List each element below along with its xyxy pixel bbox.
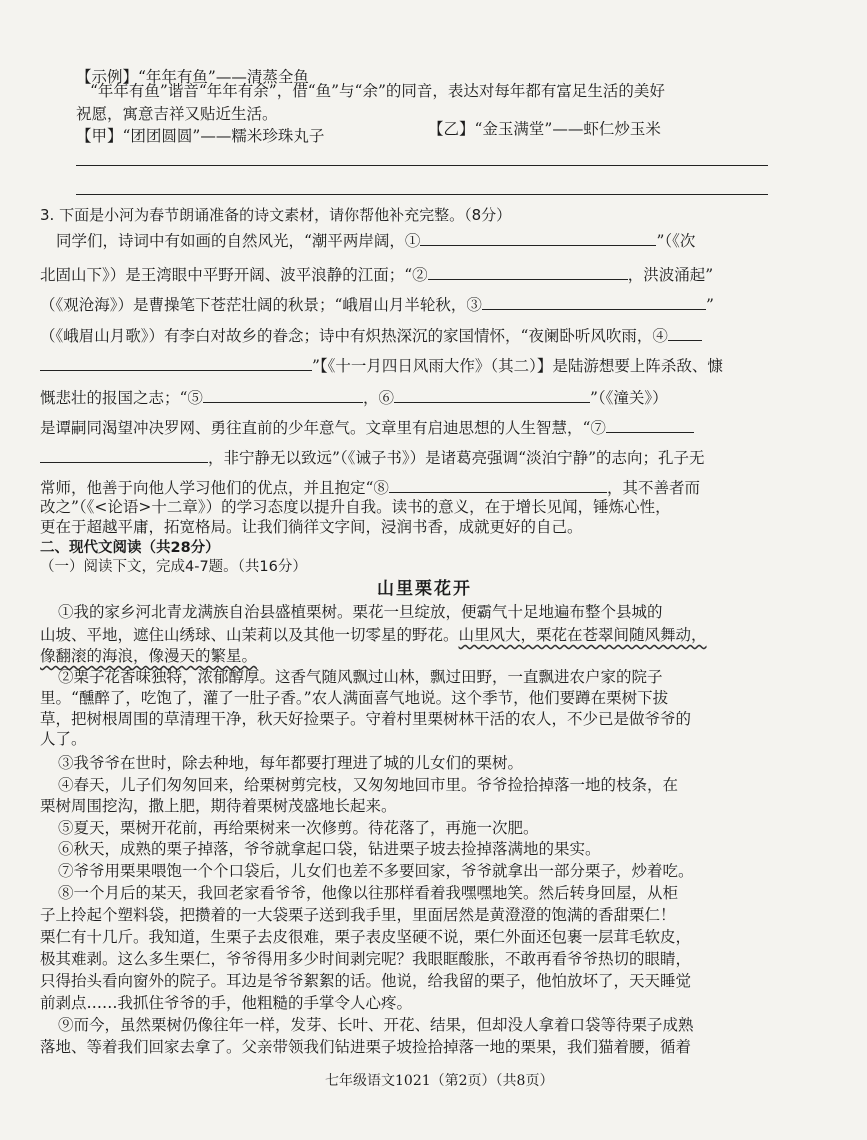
para-5: ⑤夏天，栗树开花前，再给栗树来一次修剪。待花落了，再施一次肥。 xyxy=(58,819,539,837)
para-1a: ①我的家乡河北青龙满族自治县盛植栗树。栗花一旦绽放，便霸气十足地遍布整个县城的 xyxy=(58,603,663,621)
q3-line-10: 改之”（《<论语>十二章》）的学习态度以提升自我。读书的意义，在于增长见闻，锤炼心性， xyxy=(40,498,671,516)
para-2c: 草，把树根周围的草清理干净，秋天好捡栗子。守着村里栗树林干活的农人，不少已是做爷爷的 xyxy=(40,710,692,728)
answer-line-1 xyxy=(76,165,768,166)
para-4a: ④春天，儿子们匆匆回来，给栗树剪完枝，又匆匆地回市里。爷爷捡拾掉落一地的枝条，在 xyxy=(58,776,679,794)
q3-line-1a: 同学们，诗词中有如画的自然风光，“潮平两岸阔，① xyxy=(56,232,421,250)
q3-line-9b: ，其不善者而 xyxy=(606,479,700,497)
q3-line-3b: ” xyxy=(705,296,714,314)
answer-line-2 xyxy=(76,194,768,195)
blank-3[interactable] xyxy=(482,295,706,310)
blank-2[interactable] xyxy=(428,265,628,280)
q3-line-2b: ，洪波涌起” xyxy=(627,266,714,284)
item-yi: 【乙】“金玉满堂”——虾仁炒玉米 xyxy=(428,120,661,138)
para-9b: 落地、等着我们回家去拿了。父亲带领我们钻进栗子坡捡拾掉落一地的栗果，我们猫着腰，循着 xyxy=(40,1038,692,1056)
q3-line-9a: 常师，他善于向他人学习他们的优点，并且抱定“⑧ xyxy=(40,479,389,497)
para-8e: 只得抬头看向窗外的院子。耳边是爷爷絮絮的话。他说，给我留的栗子，他怕放坏了，天天睡觉 xyxy=(40,972,692,990)
example-line: 【示例】“年年有鱼”——清蒸全鱼 xyxy=(76,68,309,86)
q3-line-11: 更在于超越平庸，拓宽格局。让我们徜徉文字间，浸润书香，成就更好的自己。 xyxy=(40,518,583,536)
q3-line-6a: 慨悲壮的报国之志；“⑤ xyxy=(40,389,203,407)
para-8c: 栗仁有十几斤。我知道，生栗子去皮很难，栗子表皮坚硬不说，栗仁外面还包裹一层茸毛软皮， xyxy=(40,928,692,946)
blank-7b[interactable] xyxy=(40,448,208,463)
para-6: ⑥秋天，成熟的栗子掉落，爷爷就拿起口袋，钻进栗子坡去捡掉落满地的果实。 xyxy=(58,840,601,858)
q3-line-8b: ，非宁静无以致远”（《诫子书》）是诸葛亮强调“淡泊宁静”的志向；孔子无 xyxy=(208,449,705,467)
q3-line-4a: （《峨眉山月歌》）有李白对故乡的眷念；诗中有炽热深沉的家国情怀，“夜阑卧听风吹雨，④ xyxy=(40,327,668,345)
blank-6[interactable] xyxy=(394,388,590,403)
blank-4a[interactable] xyxy=(668,326,702,341)
para-9a: ⑨而今，虽然栗树仍像往年一样，发芽、长叶、开花、结果，但却没人拿着口袋等待栗子成熟 xyxy=(58,1016,694,1034)
blank-7a[interactable] xyxy=(606,418,694,433)
para-7: ⑦爷爷用栗果喂饱一个个口袋后，儿女们也差不多要回家，爷爷就拿出一部分栗子，炒着吃。 xyxy=(58,862,694,880)
q3-line-3a: （《观沧海》）是曹操笔下苍茫壮阔的秋景；“峨眉山月半轮秋，③ xyxy=(40,296,482,314)
example-explanation-1: “年年有鱼”谐音“年年有余”，借“鱼”与“余”的同音，表达对每年都有富足生活的美好 xyxy=(90,82,665,100)
q3-line-7a: 是谭嗣同渴望冲决罗网、勇往直前的少年意气。文章里有启迪思想的人生智慧，“⑦ xyxy=(40,419,606,437)
page-footer: 七年级语文1021（第2页）（共8页） xyxy=(325,1073,554,1089)
para-2d: 人了。 xyxy=(40,730,87,748)
para-8b: 子上拎起个塑料袋，把攒着的一大袋栗子送到我手里，里面居然是黄澄澄的饱满的香甜栗仁！ xyxy=(40,906,676,924)
blank-1[interactable] xyxy=(420,231,656,246)
q3-line-5b: ”【《十一月四日风雨大作》（其二）】是陆游想要上阵杀敌、慷 xyxy=(312,357,723,375)
q3-line-1b: ”（《次 xyxy=(656,232,696,250)
passage-title: 山里栗花开 xyxy=(377,579,472,599)
para-1b-wavy: 山里风大，栗花在苍翠间随风舞动， xyxy=(458,626,707,644)
section-2-subheading: （一）阅读下文，完成4-7题。（共16分） xyxy=(40,559,307,575)
blank-4b[interactable] xyxy=(40,356,312,371)
para-2b: 里。“醺醉了，吃饱了，灌了一肚子香。”农人满面喜气地说。这个季节，他们要蹲在栗树下拔 xyxy=(40,689,669,707)
example-explanation-2: 祝愿，寓意吉祥又贴近生活。 xyxy=(76,105,278,123)
para-1b: 山坡、平地，遮住山绣球、山茉莉以及其他一切零星的野花。 xyxy=(40,626,459,644)
para-8f: 前剥点……我抓住爷爷的手，他粗糙的手掌令人心疼。 xyxy=(40,994,413,1012)
para-2a: ②栗子花香味独特，浓郁醇厚。这香气随风飘过山林，飘过田野，一直飘进农户家的院子 xyxy=(58,668,663,686)
q3-line-6c: ”（《潼关》） xyxy=(589,389,668,407)
item-jia: 【甲】“团团圆圆”——糯米珍珠丸子 xyxy=(76,127,325,145)
para-8a: ⑧一个月后的某天，我回老家看爷爷，他像以往那样看着我嘿嘿地笑。然后转身回屋，从柜 xyxy=(58,884,679,902)
section-2-heading: 二、现代文阅读（共28分） xyxy=(40,540,220,556)
blank-5[interactable] xyxy=(203,388,363,403)
para-8d: 极其难剥。这么多生栗仁，爷爷得用多少时间剥完呢？我眼眶酸胀，不敢再看爷爷热切的眼睛， xyxy=(40,950,692,968)
q3-line-6b: ，⑥ xyxy=(362,389,394,407)
q3-line-2a: 北固山下》）是王湾眼中平野开阔、波平浪静的江面；“② xyxy=(40,266,428,284)
para-1c-wavy: 像翻滚的海浪，像漫天的繁星。 xyxy=(40,647,258,665)
question-3-prompt: 3. 下面是小河为春节朗诵准备的诗文素材，请你帮他补充完整。（8分） xyxy=(40,206,512,224)
blank-8[interactable] xyxy=(389,478,607,493)
para-3: ③我爷爷在世时，除去种地，每年都要打理进了城的儿女们的栗树。 xyxy=(58,754,524,772)
para-4b: 栗树周围挖沟，撒上肥，期待着栗树茂盛地长起来。 xyxy=(40,797,397,815)
